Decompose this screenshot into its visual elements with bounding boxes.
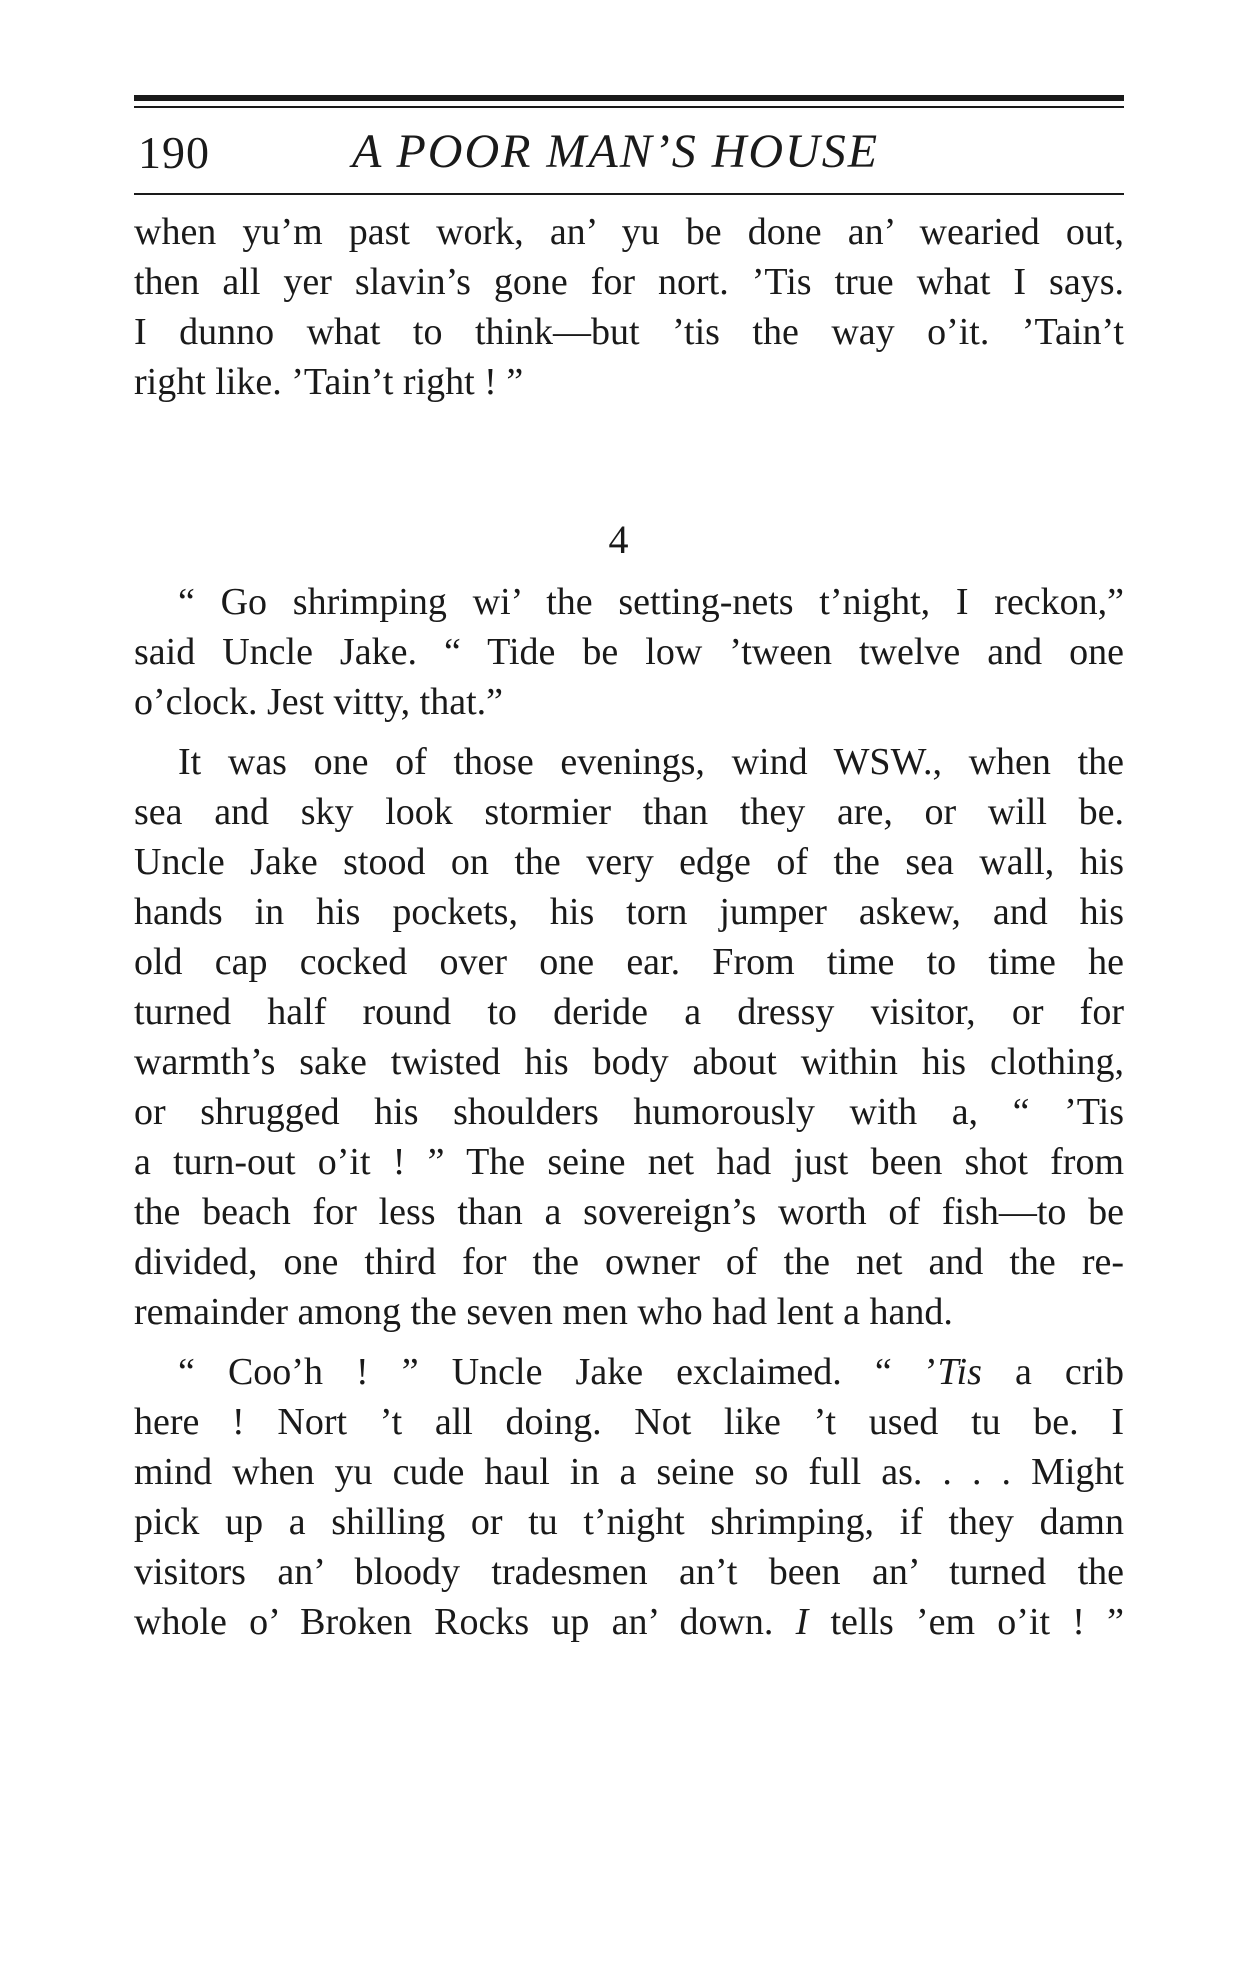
text-line: here ! Nort ’t all doing. Not like ’t used tu be. I: [134, 1401, 1124, 1443]
text-line: then all yer slavin’s gone for nort. ’Tis true what I says.: [134, 261, 1124, 303]
text-line: divided, one third for the owner of the net and the re-: [134, 1241, 1124, 1283]
header-rule-thin: [134, 106, 1124, 108]
header-rule-bottom: [134, 193, 1124, 195]
text-line: [134, 1598, 1124, 1646]
text-line: right like. ’Tain’t right ! ”: [134, 361, 524, 403]
running-title: A POOR MAN’S HOUSE: [352, 125, 880, 178]
text-line: pick up a shilling or tu t’night shrimping, if they damn: [134, 1501, 1124, 1543]
text-line: Uncle Jake stood on the very edge of the sea wall, his: [134, 841, 1124, 883]
text-run-italic: I: [795, 1601, 809, 1643]
text-line: [178, 1348, 1124, 1396]
text-line: old cap cocked over one ear. From time to time he: [134, 941, 1124, 983]
text-line: warmth’s sake twisted his body about within his clothing,: [134, 1041, 1124, 1083]
text-line: the beach for less than a sovereign’s worth of fish—to be: [134, 1191, 1124, 1233]
running-header: [134, 120, 1124, 180]
text-line: said Uncle Jake. “ Tide be low ’tween twelve and one: [134, 631, 1124, 673]
page-number: 190: [138, 127, 210, 178]
text-run: “ Coo’h ! ” Uncle Jake exclaimed. “ ’: [178, 1351, 938, 1393]
text-run: a crib: [981, 1351, 1124, 1393]
text-run-italic: Tis: [937, 1351, 982, 1393]
section-number: 4: [608, 517, 629, 562]
text-line: mind when yu cude haul in a seine so full as. . . . Might: [134, 1451, 1124, 1493]
text-line: remainder among the seven men who had lent a hand.: [134, 1291, 953, 1333]
text-run: whole o’ Broken Rocks up an’ down.: [134, 1601, 796, 1643]
text-run: tells ’em o’it ! ”: [808, 1601, 1124, 1643]
text-line: turned half round to deride a dressy visitor, or for: [134, 991, 1124, 1033]
text-line: hands in his pockets, his torn jumper askew, and his: [134, 891, 1124, 933]
text-line: o’clock. Jest vitty, that.”: [134, 681, 503, 723]
text-line: I dunno what to think—but ’tis the way o’it. ’Tain’t: [134, 311, 1124, 353]
text-line: It was one of those evenings, wind WSW., when the: [178, 741, 1124, 783]
text-line: or shrugged his shoulders humorously with a, “ ’Tis: [134, 1091, 1124, 1133]
text-line: “ Go shrimping wi’ the setting-nets t’night, I reckon,”: [178, 581, 1124, 623]
text-line: when yu’m past work, an’ yu be done an’ wearied out,: [134, 211, 1124, 253]
header-rule-thick: [134, 95, 1124, 101]
text-line: a turn-out o’it ! ” The seine net had just been shot from: [134, 1141, 1124, 1183]
text-line: sea and sky look stormier than they are, or will be.: [134, 791, 1124, 833]
text-line: visitors an’ bloody tradesmen an’t been an’ turned the: [134, 1551, 1124, 1593]
